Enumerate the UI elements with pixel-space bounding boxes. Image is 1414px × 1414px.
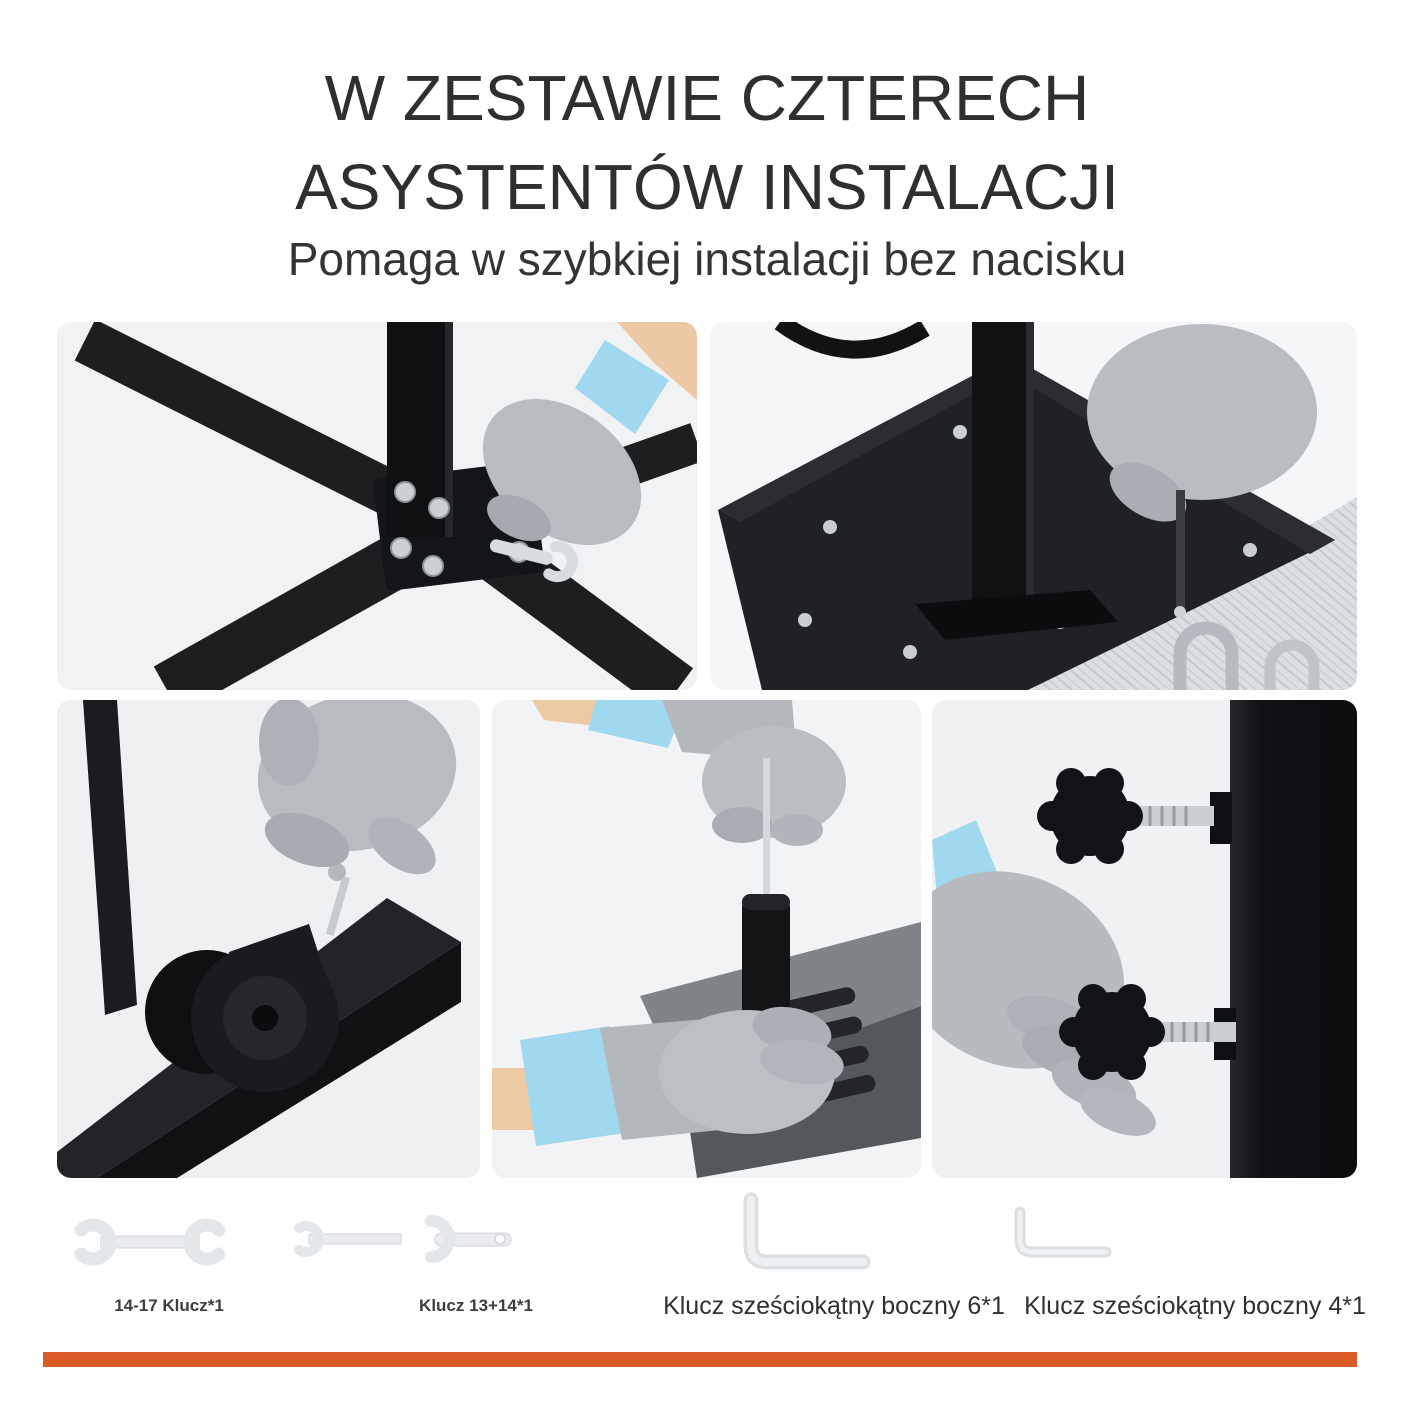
cross-base-wrench-photo: [57, 322, 697, 690]
tool-label-wrench-14-17: 14-17 Klucz*1: [114, 1296, 224, 1315]
caster-illustration: [57, 700, 480, 1178]
cross-base-illustration: [57, 322, 697, 690]
table-underside-illustration: [710, 322, 1357, 690]
page-subtitle: Pomaga w szybkiej instalacji bez nacisku: [287, 233, 1127, 285]
wrench-pair-icon: [285, 1212, 520, 1268]
gas-spring-install-photo: [492, 700, 921, 1178]
pole-knob-install-photo: [932, 700, 1357, 1178]
accent-divider-bar: [43, 1352, 1357, 1367]
pole-knob-illustration: [932, 700, 1357, 1178]
tool-label-wrench-13-14: Klucz 13+14*1: [419, 1296, 533, 1315]
page-title-line2: ASYSTENTÓW INSTALACJI: [295, 151, 1119, 223]
caster-wheel-install-photo: [57, 700, 480, 1178]
double-open-end-wrench-icon: [65, 1210, 235, 1274]
tool-label-hex-key-4: Klucz sześciokątny boczny 4*1: [1024, 1292, 1366, 1320]
page-title-line1: W ZESTAWIE CZTERECH: [324, 62, 1090, 134]
tool-label-hex-key-6: Klucz sześciokątny boczny 6*1: [663, 1292, 1005, 1320]
hex-key-6mm-icon: [735, 1192, 875, 1277]
gas-spring-illustration: [492, 700, 921, 1178]
hex-key-4mm-icon: [1008, 1206, 1113, 1268]
table-underside-hex-key-photo: [710, 322, 1357, 690]
